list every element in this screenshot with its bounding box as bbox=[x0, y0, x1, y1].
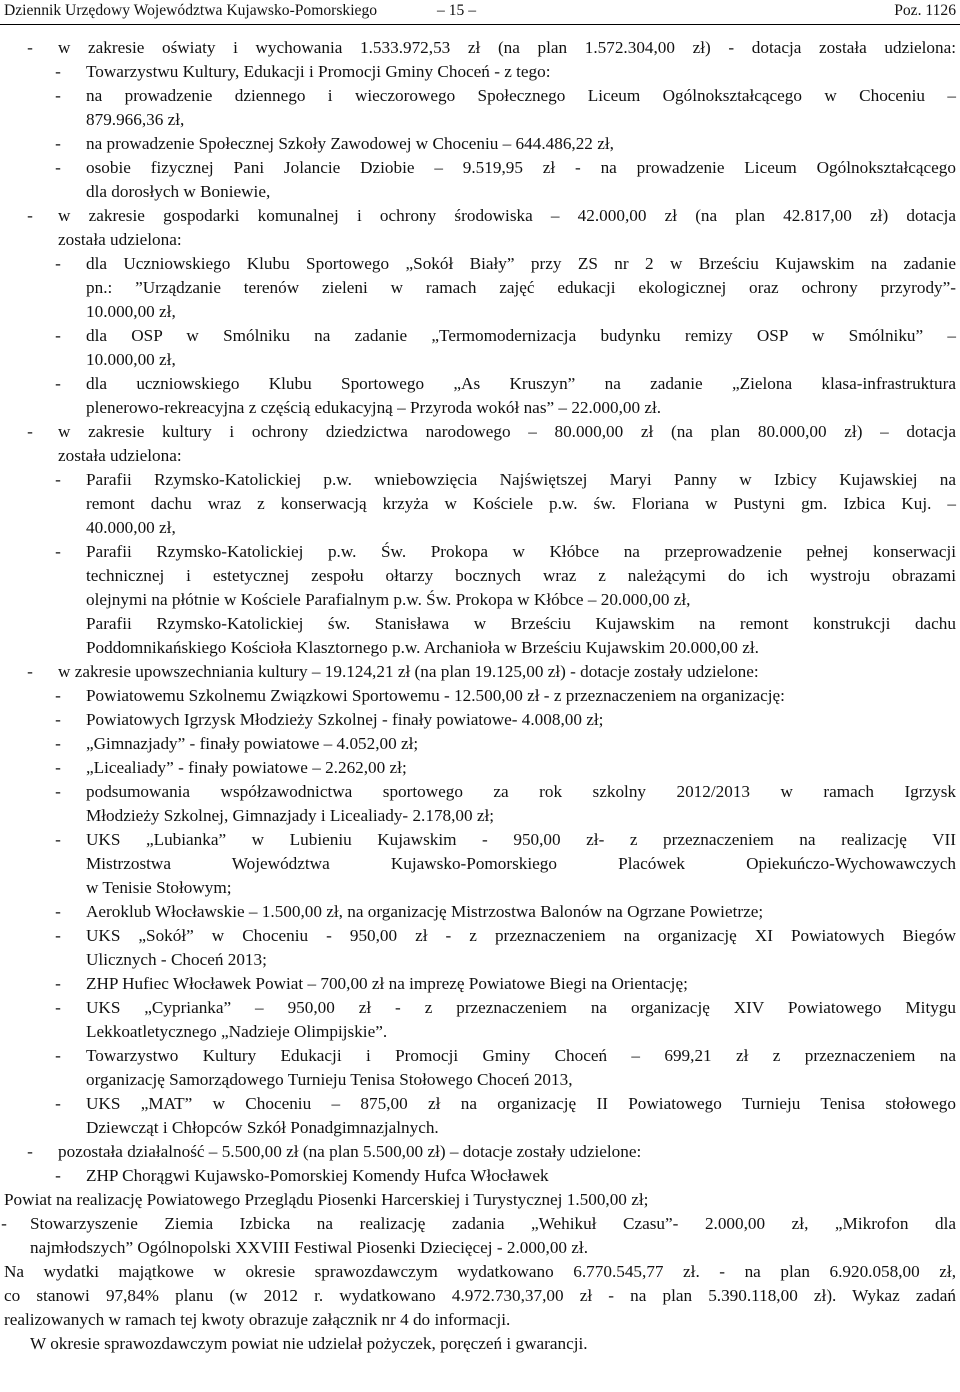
text-line: Dziewcząt i Chłopców Szkół Ponadgimnazjalnych. bbox=[86, 1118, 439, 1137]
text-line: Parafii Rzymsko-Katolickiej p.w. wniebowzięcia Najświętszej Maryi Panny w Izbicy Kujawskiej na bbox=[86, 470, 956, 489]
text-line: UKS „Lubianka” w Lubieniu Kujawskim - 950,00 zł- z przeznaczeniem na realizację VII bbox=[86, 830, 956, 849]
text-line: UKS „Sokół” w Choceniu - 950,00 zł - z przeznaczeniem na organizację XI Powiatowych Biegów bbox=[86, 926, 956, 945]
text-line: Lekkoatletycznego „Nadzieje Olimpijskie”. bbox=[86, 1022, 388, 1041]
text-line: Powiatowemu Szkolnemu Związkowi Sportowemu - 12.500,00 zł - z przeznaczeniem na organizację: bbox=[86, 686, 785, 705]
list-dash: - bbox=[55, 710, 61, 729]
text-line: UKS „MAT” w Choceniu – 875,00 zł na organizację II Powiatowego Turnieju Tenisa stołowego bbox=[86, 1094, 956, 1113]
text-line: Stowarzyszenie Ziemia Izbicka na realizację zadania „Wehikuł Czasu”- 2.000,00 zł, „Mikrofon dla bbox=[30, 1214, 956, 1233]
text-line: realizowanych w ramach tej kwoty obrazuje załącznik nr 4 do informacji. bbox=[4, 1310, 511, 1329]
text-line: podsumowania współzawodnictwa sportowego za rok szkolny 2012/2013 w ramach Igrzysk bbox=[86, 782, 956, 801]
list-dash: - bbox=[27, 422, 33, 441]
journal-title: Dziennik Urzędowy Województwa Kujawsko-Pomorskiego bbox=[4, 2, 378, 19]
text-line: pozostała działalność – 5.500,00 zł (na plan 5.500,00 zł) – dotacje zostały udzielone: bbox=[58, 1142, 642, 1161]
text-line: 10.000,00 zł, bbox=[86, 302, 176, 321]
list-dash: - bbox=[55, 734, 61, 753]
text-line: pn.: ”Urządzanie terenów zieleni w ramach zajęć edukacji ekologicznej oraz ochrony przyrody”- bbox=[86, 278, 956, 297]
text-line: została udzielona: bbox=[58, 230, 182, 249]
text-line: dla Uczniowskiego Klubu Sportowego „Sokół Biały” przy ZS nr 2 w Brześciu Kujawskim na zadanie bbox=[86, 254, 956, 273]
list-dash: - bbox=[55, 86, 61, 105]
text-line: Poddomnikańskiego Kościoła Klasztornego p.w. Archanioła w Brześciu Kujawskim 20.000,00 zł. bbox=[86, 638, 759, 657]
text-line: 10.000,00 zł, bbox=[86, 350, 176, 369]
text-line: plenerowo-rekreacyjna z częścią edukacyjną – Przyroda wokół nas” – 22.000,00 zł. bbox=[86, 398, 662, 417]
list-dash: - bbox=[55, 254, 61, 273]
list-dash: - bbox=[55, 374, 61, 393]
text-line: w Tenisie Stołowym; bbox=[86, 878, 232, 897]
text-line: Towarzystwo Kultury Edukacji i Promocji Gminy Choceń – 699,21 zł z przeznaczeniem na bbox=[86, 1046, 956, 1065]
text-line: dla uczniowskiego Klubu Sportowego „As Kruszyn” na zadanie „Zielona klasa-infrastruktura bbox=[86, 374, 956, 393]
text-line: olejnymi na płótnie w Kościele Parafialnym p.w. Św. Prokopa w Kłóbce – 20.000,00 zł, bbox=[86, 590, 691, 609]
list-dash: - bbox=[55, 782, 61, 801]
list-dash: - bbox=[55, 1166, 61, 1185]
text-line: w zakresie gospodarki komunalnej i ochrony środowiska – 42.000,00 zł (na plan 42.817,00 zł) dotacja bbox=[58, 206, 956, 225]
position-number: Poz. 1126 bbox=[894, 2, 956, 19]
text-line: UKS „Cyprianka” – 950,00 zł - z przeznaczeniem na organizację XIV Powiatowego Mitygu bbox=[86, 998, 956, 1017]
list-dash: - bbox=[55, 326, 61, 345]
list-dash: - bbox=[1, 1214, 7, 1233]
text-line: remont dachu wraz z konserwacją krzyża w Kościele p.w. św. Floriana w Pustyni gm. Izbica Kuj. – bbox=[86, 494, 956, 513]
list-dash: - bbox=[55, 1094, 61, 1113]
list-dash: - bbox=[55, 998, 61, 1017]
list-dash: - bbox=[55, 926, 61, 945]
text-line: została udzielona: bbox=[58, 446, 182, 465]
text-line: dla dorosłych w Boniewie, bbox=[86, 182, 271, 201]
text-line: Aeroklub Włocławskie – 1.500,00 zł, na organizację Mistrzostwa Balonów na Ogrzane Powietrze; bbox=[86, 902, 764, 921]
list-dash: - bbox=[27, 1142, 33, 1161]
text-line: ZHP Chorągwi Kujawsko-Pomorskiej Komendy Hufca Włocławek bbox=[86, 1166, 549, 1185]
list-dash: - bbox=[55, 974, 61, 993]
list-dash: - bbox=[27, 38, 33, 57]
list-dash: - bbox=[27, 206, 33, 225]
text-line: na prowadzenie Społecznej Szkoły Zawodowej w Choceniu – 644.486,22 zł, bbox=[86, 134, 614, 153]
text-line: Parafii Rzymsko-Katolickiej św. Stanisława w Brześciu Kujawskim na remont konstrukcji dachu bbox=[86, 614, 956, 633]
list-dash: - bbox=[55, 830, 61, 849]
text-line: Powiat na realizację Powiatowego Przeglądu Piosenki Harcerskiej i Turystycznej 1.500,00 zł; bbox=[4, 1190, 649, 1209]
list-dash: - bbox=[55, 158, 61, 177]
text-line: Parafii Rzymsko-Katolickiej p.w. Św. Prokopa w Kłóbce na przeprowadzenie pełnej konserwacji bbox=[86, 542, 956, 561]
text-line: najmłodszych” Ogólnopolski XXVIII Festiwal Piosenki Dziecięcej - 2.000,00 zł. bbox=[30, 1238, 588, 1257]
text-line: w zakresie upowszechniania kultury – 19.124,21 zł (na plan 19.125,00 zł) - dotacje zostały udzielone: bbox=[58, 662, 759, 681]
text-line: Towarzystwu Kultury, Edukacji i Promocji Gminy Choceń - z tego: bbox=[86, 62, 551, 81]
list-dash: - bbox=[55, 62, 61, 81]
text-line: co stanowi 97,84% planu (w 2012 r. wydatkowano 4.972.730,37,00 zł - na plan 5.390.118,00 zł). Wykaz zadań bbox=[4, 1286, 956, 1305]
list-dash: - bbox=[55, 542, 61, 561]
text-line: osobie fizycznej Pani Jolancie Dziobie – 9.519,95 zł - na prowadzenie Liceum Ogólnokształcącego bbox=[86, 158, 956, 177]
page-header bbox=[0, 0, 960, 25]
text-line: Powiatowych Igrzysk Młodzieży Szkolnej - finały powiatowe- 4.008,00 zł; bbox=[86, 710, 604, 729]
text-line: 40.000,00 zł, bbox=[86, 518, 176, 537]
text-line: w zakresie oświaty i wychowania 1.533.972,53 zł (na plan 1.572.304,00 zł) - dotacja została udzielona: bbox=[58, 38, 956, 57]
list-dash: - bbox=[27, 662, 33, 681]
list-dash: - bbox=[55, 686, 61, 705]
text-line: „Gimnazjady” - finały powiatowe – 4.052,00 zł; bbox=[86, 734, 419, 753]
text-line: w zakresie kultury i ochrony dziedzictwa narodowego – 80.000,00 zł (na plan 80.000,00 zł) – dotacja bbox=[58, 422, 956, 441]
text-line: organizację Samorządowego Turnieju Tenisa Stołowego Choceń 2013, bbox=[86, 1070, 573, 1089]
list-dash: - bbox=[55, 758, 61, 777]
text-line: Ulicznych - Choceń 2013; bbox=[86, 950, 267, 969]
text-line: Mistrzostwa Województwa Kujawsko-Pomorskiego Placówek Opiekuńczo-Wychowawczych bbox=[86, 854, 956, 873]
list-dash: - bbox=[55, 902, 61, 921]
list-dash: - bbox=[55, 1046, 61, 1065]
list-dash: - bbox=[55, 134, 61, 153]
text-line: 879.966,36 zł, bbox=[86, 110, 185, 129]
text-line: technicznej i estetycznej zespołu ołtarzy bocznych wraz z należącymi do ich wystroju obrazami bbox=[86, 566, 956, 585]
page-number: – 15 – bbox=[437, 2, 476, 19]
text-line: dla OSP w Smólniku na zadanie „Termomodernizacja budynku remizy OSP w Smólniku” – bbox=[86, 326, 956, 345]
list-dash: - bbox=[55, 470, 61, 489]
text-line: ZHP Hufiec Włocławek Powiat – 700,00 zł na imprezę Powiatowe Biegi na Orientację; bbox=[86, 974, 688, 993]
text-line: Na wydatki majątkowe w okresie sprawozdawczym wydatkowano 6.770.545,77 zł. - na plan 6.920.058,00 zł, bbox=[4, 1262, 956, 1281]
text-line: „Licealiady” - finały powiatowe – 2.262,00 zł; bbox=[86, 758, 407, 777]
text-line: na prowadzenie dziennego i wieczorowego Społecznego Liceum Ogólnokształcącego w Choceniu – bbox=[86, 86, 956, 105]
text-line: W okresie sprawozdawczym powiat nie udzielał pożyczek, poręczeń i gwarancji. bbox=[30, 1334, 588, 1353]
text-line: Młodzieży Szkolnej, Gimnazjady i Licealiady- 2.178,00 zł; bbox=[86, 806, 495, 825]
